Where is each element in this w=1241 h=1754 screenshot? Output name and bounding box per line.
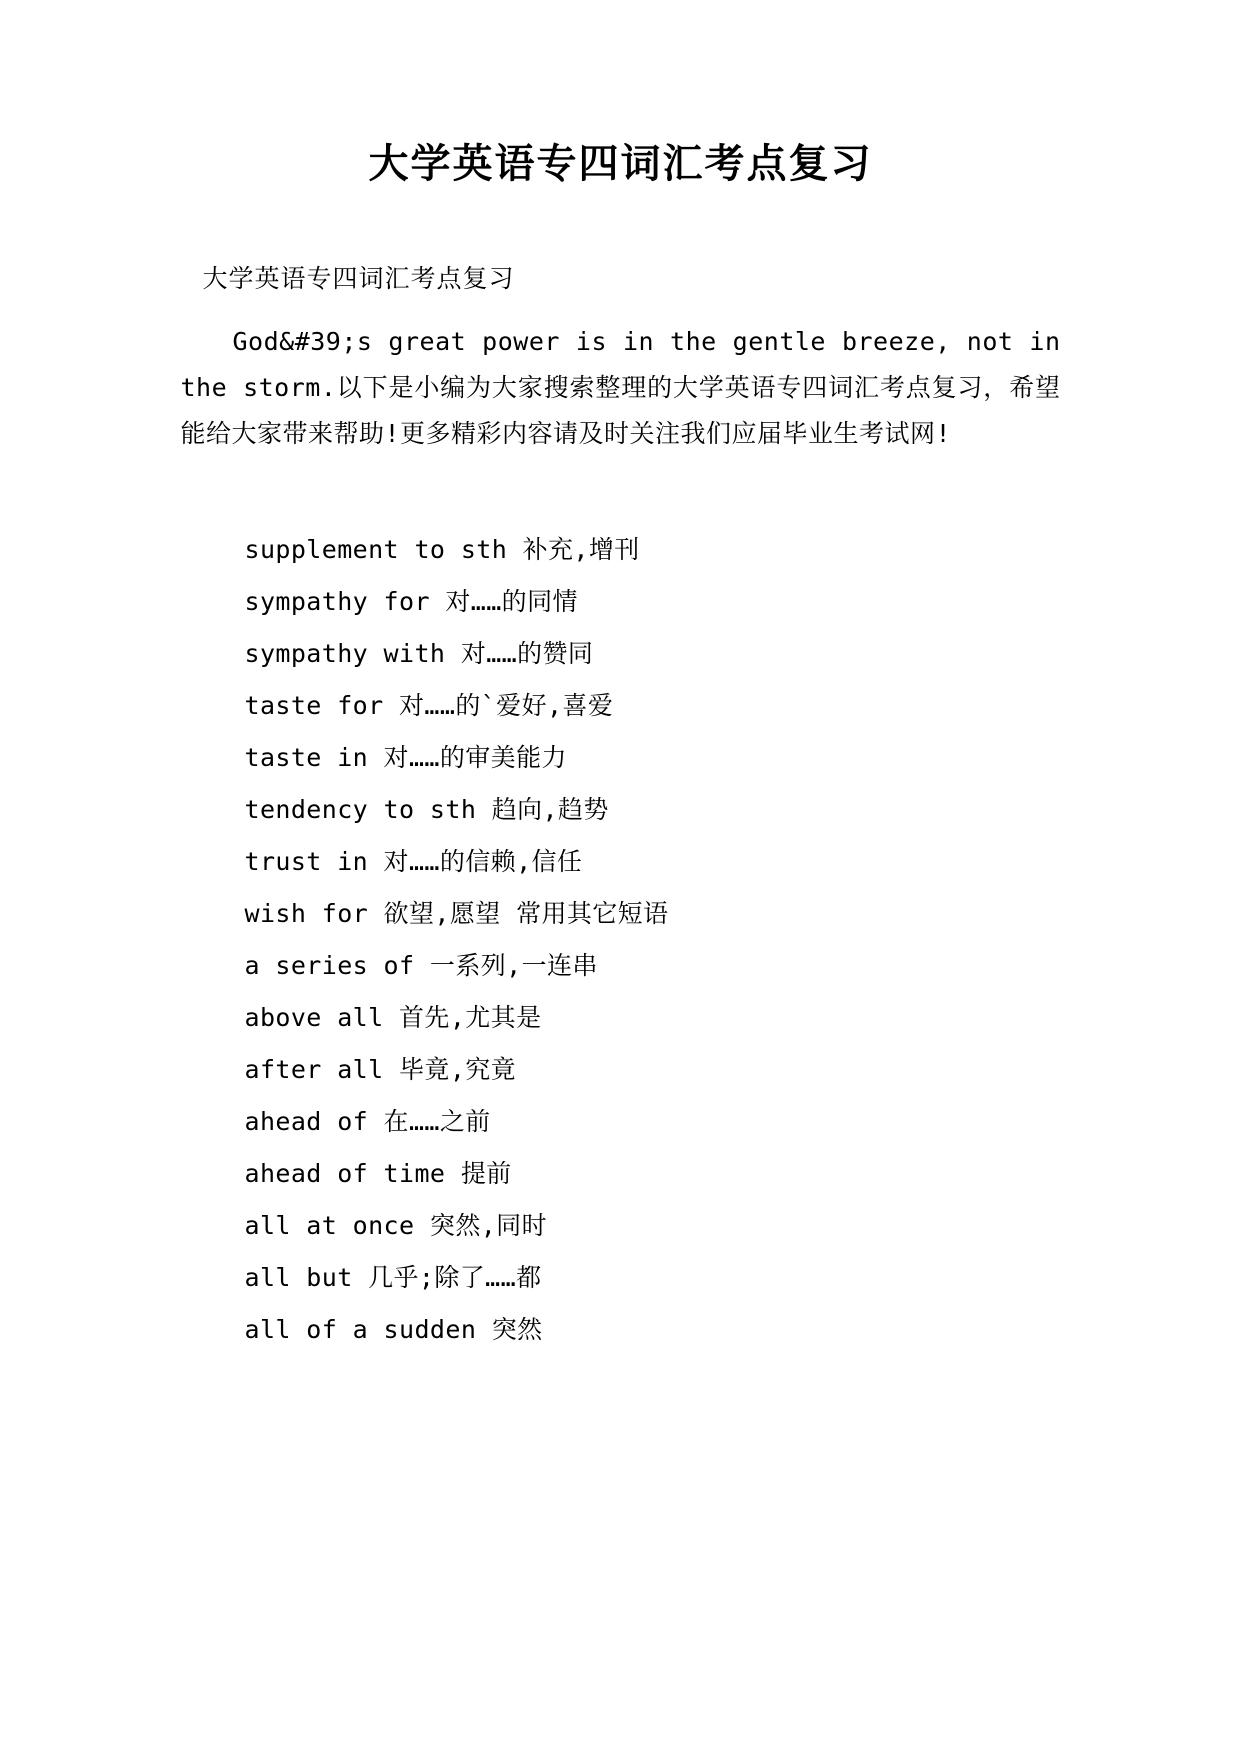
- intro-paragraph: God&#39;s great power is in the gentle breeze, not in the storm.以下是小编为大家搜索整理的大学英语专四词汇考点复习，希望能给大家带来帮助!更多精彩内容请及时关注我们应届毕业生考试网!: [180, 326, 1061, 449]
- list-item: a series of 一系列,一连串: [244, 950, 598, 980]
- list-item: wish for 欲望,愿望 常用其它短语: [244, 898, 669, 928]
- list-item: all of a sudden 突然: [244, 1314, 543, 1344]
- list-item: all but 几乎;除了……都: [244, 1262, 542, 1292]
- list-item: taste for 对……的`爱好,喜爱: [244, 690, 614, 720]
- list-item: sympathy with 对……的赞同: [244, 638, 594, 668]
- list-item: ahead of 在……之前: [244, 1106, 491, 1136]
- document-body: [181, 188, 1061, 1356]
- list-item: taste in 对……的审美能力: [244, 742, 567, 772]
- document-subtitle: 大学英语专四词汇考点复习: [202, 264, 515, 293]
- list-item: ahead of time 提前: [244, 1158, 512, 1188]
- list-item: all at once 突然,同时: [244, 1210, 547, 1240]
- page-title: 大学英语专四词汇考点复习: [368, 141, 873, 187]
- list-item: above all 首先,尤其是: [244, 1002, 542, 1032]
- list-item: tendency to sth 趋向,趋势: [244, 794, 609, 824]
- list-item: supplement to sth 补充,增刊: [244, 534, 640, 564]
- phrase-list: [181, 458, 1061, 1356]
- list-item: after all 毕竟,究竟: [244, 1054, 517, 1084]
- list-item: trust in 对……的信赖,信任: [244, 846, 583, 876]
- list-item: sympathy for 对……的同情: [244, 586, 578, 616]
